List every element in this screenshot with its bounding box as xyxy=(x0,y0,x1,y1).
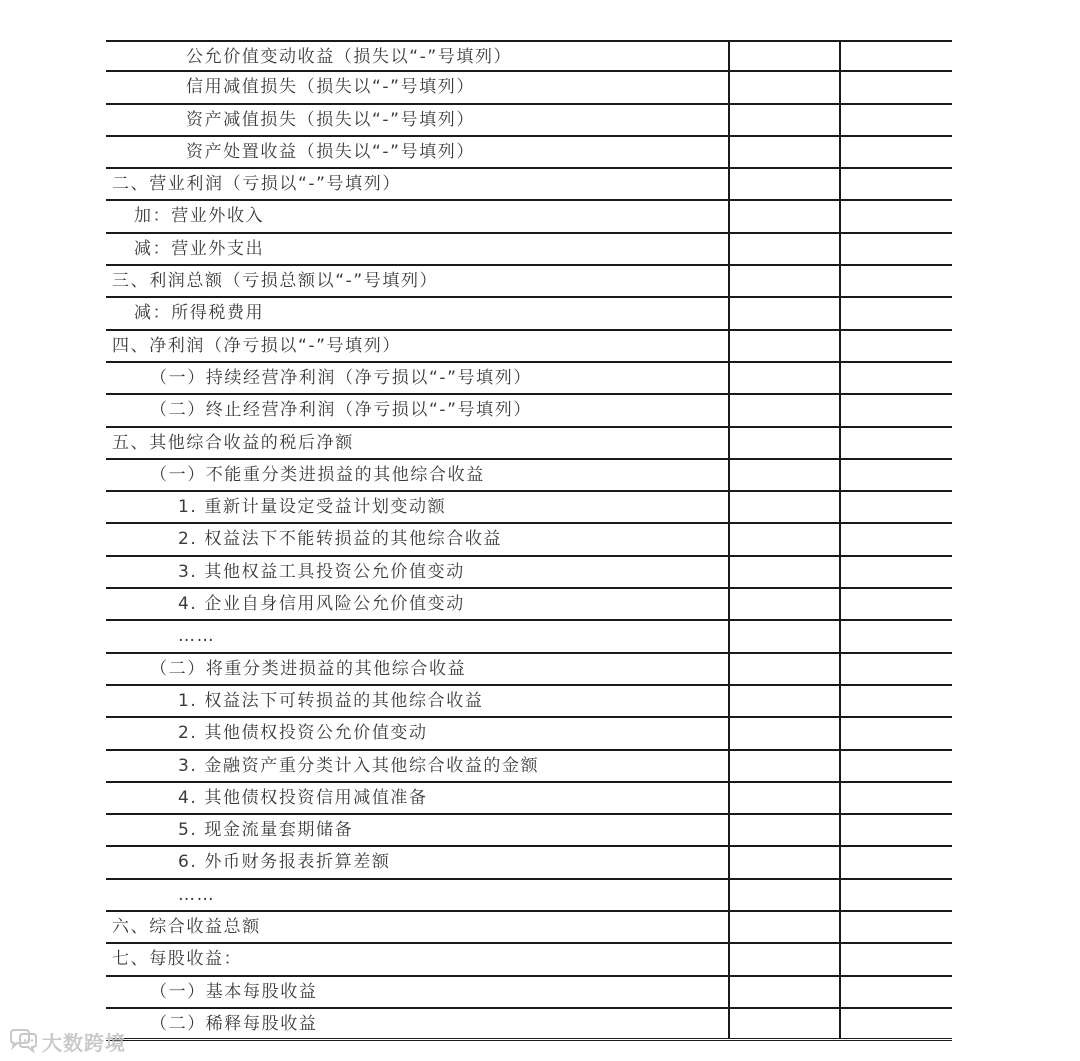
table-row xyxy=(106,492,952,524)
table-row xyxy=(106,977,952,1009)
table-row xyxy=(106,460,952,492)
row-label: 公允价值变动收益（损失以“-”号填列） xyxy=(186,47,513,67)
table-row xyxy=(106,331,952,363)
table-row xyxy=(106,847,952,879)
table-row xyxy=(106,524,952,556)
row-label: （二）稀释每股收益 xyxy=(150,1013,318,1034)
table-row xyxy=(106,686,952,718)
table-row xyxy=(106,105,952,137)
row-label: 减：营业外支出 xyxy=(134,238,265,259)
table-row xyxy=(106,428,952,460)
table-row xyxy=(106,815,952,847)
row-label: 4. 企业自身信用风险公允价值变动 xyxy=(178,594,465,615)
table-row xyxy=(106,395,952,427)
row-label: （二）将重分类进损益的其他综合收益 xyxy=(150,658,467,679)
income-statement-table xyxy=(106,40,952,1041)
row-label: 1. 权益法下可转损益的其他综合收益 xyxy=(178,690,484,711)
table-row xyxy=(106,751,952,783)
column-divider-prior-period xyxy=(839,40,841,1038)
table-row xyxy=(106,912,952,944)
row-label: 信用减值损失（损失以“-”号填列） xyxy=(186,77,475,98)
row-label: 二、营业利润（亏损以“-”号填列） xyxy=(112,174,401,195)
watermark xyxy=(8,1026,126,1056)
row-label: 五、其他综合收益的税后净额 xyxy=(112,432,354,453)
row-label: 3. 其他权益工具投资公允价值变动 xyxy=(178,561,465,582)
row-label: 资产减值损失（损失以“-”号填列） xyxy=(186,109,475,130)
row-label: 四、净利润（净亏损以“-”号填列） xyxy=(112,335,401,356)
row-label: 七、每股收益： xyxy=(112,949,243,970)
table-row xyxy=(106,298,952,330)
row-label: （二）终止经营净利润（净亏损以“-”号填列） xyxy=(150,400,532,421)
row-label: 5. 现金流量套期储备 xyxy=(178,820,354,841)
row-label: 3. 金融资产重分类计入其他综合收益的金额 xyxy=(178,755,540,776)
row-label: 减：所得税费用 xyxy=(134,303,265,324)
row-label: …… xyxy=(178,626,216,647)
table-row xyxy=(106,557,952,589)
table-row xyxy=(106,234,952,266)
table-row xyxy=(106,944,952,976)
table-row xyxy=(106,72,952,104)
table-row xyxy=(106,169,952,201)
table-row xyxy=(106,1009,952,1041)
table-row xyxy=(106,718,952,750)
row-label: 加：营业外收入 xyxy=(134,206,265,227)
row-label: （一）不能重分类进损益的其他综合收益 xyxy=(150,464,485,485)
table-row xyxy=(106,880,952,912)
table-row xyxy=(106,363,952,395)
table-row xyxy=(106,201,952,233)
watermark-text: 大数跨境 xyxy=(42,1030,126,1055)
row-label: 三、利润总额（亏损总额以“-”号填列） xyxy=(112,271,439,292)
table-row xyxy=(106,40,952,72)
column-divider-current-period xyxy=(728,40,730,1038)
row-label: 6. 外币财务报表折算差额 xyxy=(178,852,391,873)
row-label: …… xyxy=(178,884,216,905)
table-row xyxy=(106,783,952,815)
row-label: （一）基本每股收益 xyxy=(150,981,318,1002)
table-row xyxy=(106,589,952,621)
row-label: 2. 其他债权投资公允价值变动 xyxy=(178,723,428,744)
table-row xyxy=(106,621,952,653)
table-row xyxy=(106,654,952,686)
table-row xyxy=(106,137,952,169)
row-label: 1. 重新计量设定受益计划变动额 xyxy=(178,497,447,518)
row-label: 2. 权益法下不能转损益的其他综合收益 xyxy=(178,529,503,550)
row-label: （一）持续经营净利润（净亏损以“-”号填列） xyxy=(150,367,532,388)
row-label: 六、综合收益总额 xyxy=(112,917,261,938)
chat-bubble-icon xyxy=(8,1029,38,1053)
table-row xyxy=(106,266,952,298)
row-label: 4. 其他债权投资信用减值准备 xyxy=(178,787,428,808)
row-label: 资产处置收益（损失以“-”号填列） xyxy=(186,141,475,162)
